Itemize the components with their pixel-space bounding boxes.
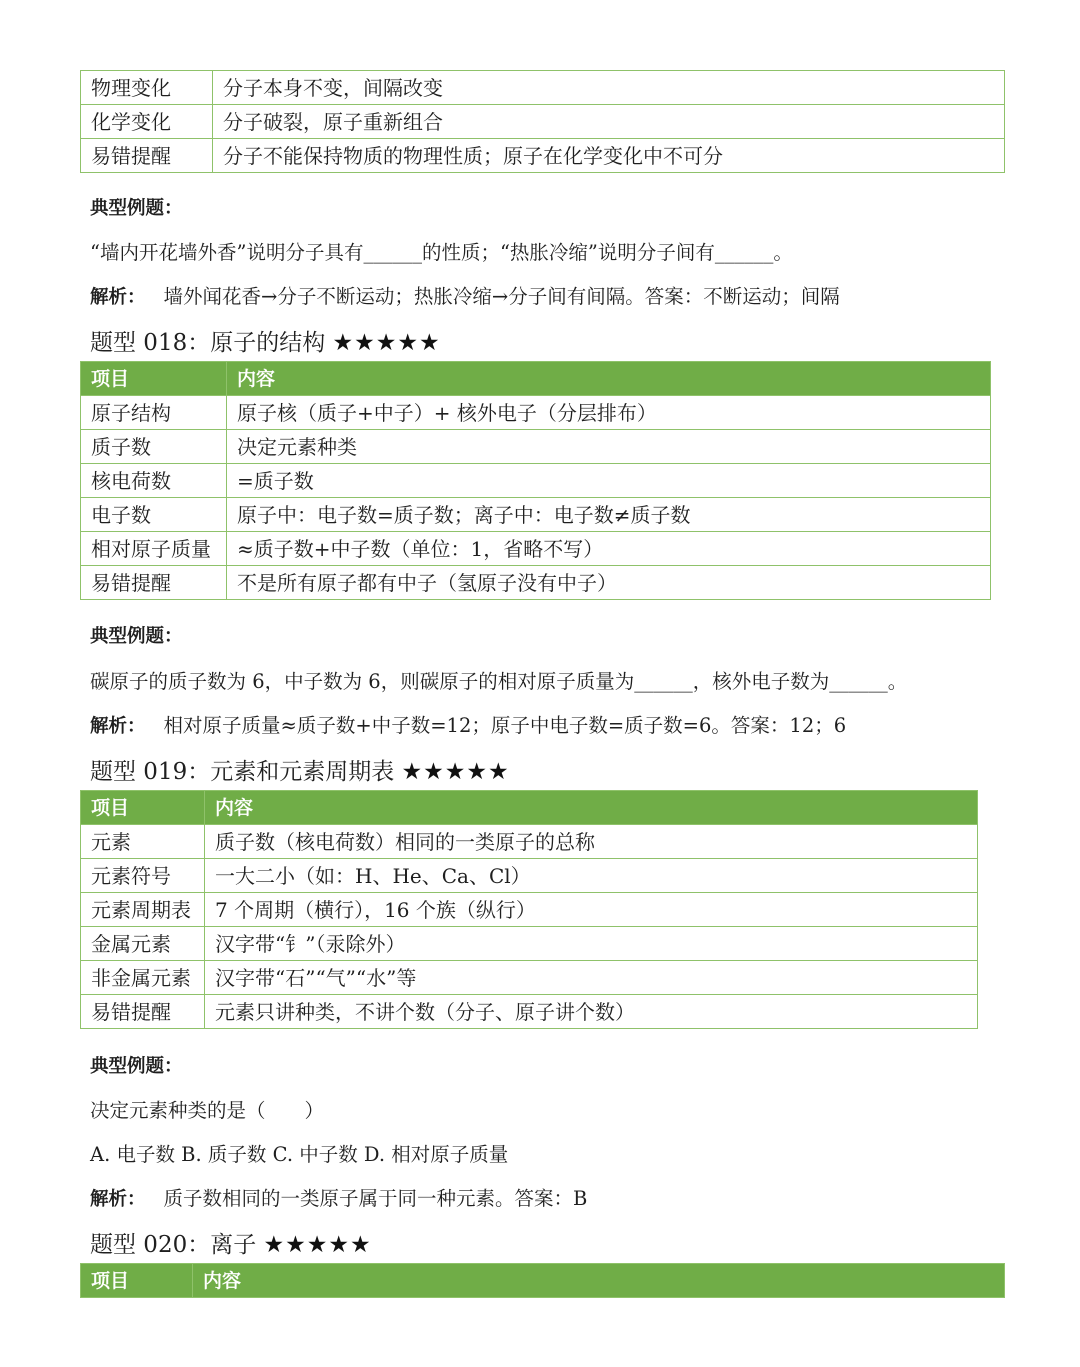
table-cell-item: 非金属元素	[81, 961, 205, 995]
table-row	[81, 859, 978, 893]
example-label: 典型例题：	[90, 626, 183, 647]
table-ions	[80, 1263, 1005, 1298]
table-cell-item: 核电荷数	[81, 464, 227, 498]
table-header-row	[81, 362, 991, 396]
table-row	[81, 430, 991, 464]
example-question: “墙内开花墙外香”说明分子具有______的性质；“热胀冷缩”说明分子间有______。	[90, 241, 793, 264]
table-cell-item: 易错提醒	[81, 995, 205, 1029]
table-cell-item: 电子数	[81, 498, 227, 532]
star-rating-icon: ★★★★★	[332, 330, 441, 356]
table-header-content: 内容	[205, 791, 978, 825]
table-cell-item: 相对原子质量	[81, 532, 227, 566]
table-header-content: 内容	[227, 362, 991, 396]
example-question: 碳原子的质子数为 6，中子数为 6，则碳原子的相对原子质量为______，核外电子数为______。	[90, 670, 908, 693]
table-cell-content: 汉字带“石”“气”“水”等	[205, 961, 978, 995]
table-cell-content: =质子数	[227, 464, 991, 498]
table-cell-item: 易错提醒	[81, 139, 213, 173]
table-row	[81, 71, 1005, 105]
example-label: 典型例题：	[90, 198, 183, 219]
table-row	[81, 464, 991, 498]
example-label: 典型例题：	[90, 1056, 183, 1077]
section-title-019	[90, 753, 510, 786]
table-atom-structure	[80, 361, 991, 600]
star-rating-icon: ★★★★★	[401, 759, 510, 785]
table-row	[81, 566, 991, 600]
table-row	[81, 396, 991, 430]
table-header-item: 项目	[81, 791, 205, 825]
table-cell-content: 原子核（质子+中子）+ 核外电子（分层排布）	[227, 396, 991, 430]
table-row	[81, 927, 978, 961]
section-title-text: 题型 018：原子的结构	[90, 330, 326, 356]
example-analysis	[90, 710, 846, 738]
table-row	[81, 825, 978, 859]
analysis-label: 解析：	[90, 716, 146, 737]
table-row	[81, 893, 978, 927]
table-row	[81, 532, 991, 566]
analysis-label: 解析：	[90, 287, 146, 308]
analysis-text: 相对原子质量≈质子数+中子数=12；原子中电子数=质子数=6。答案：12；6	[163, 714, 847, 737]
table-cell-item: 质子数	[81, 430, 227, 464]
table-elements	[80, 790, 978, 1029]
section-title-text: 题型 020：离子	[90, 1232, 257, 1258]
table-cell-content: 不是所有原子都有中子（氢原子没有中子）	[227, 566, 991, 600]
table-cell-item: 元素符号	[81, 859, 205, 893]
example-question: 决定元素种类的是（ ）	[90, 1099, 325, 1122]
table-molecule-changes	[80, 70, 1005, 173]
table-cell-item: 易错提醒	[81, 566, 227, 600]
table-cell-item: 原子结构	[81, 396, 227, 430]
table-header-content: 内容	[193, 1264, 1005, 1298]
table-cell-content: 元素只讲种类，不讲个数（分子、原子讲个数）	[205, 995, 978, 1029]
table-header-row	[81, 791, 978, 825]
table-cell-item: 化学变化	[81, 105, 213, 139]
table-cell-item: 元素周期表	[81, 893, 205, 927]
section-title-text: 题型 019：元素和元素周期表	[90, 759, 395, 785]
table-header-item: 项目	[81, 1264, 193, 1298]
table-header-row	[81, 1264, 1005, 1298]
example-options: A. 电子数 B. 质子数 C. 中子数 D. 相对原子质量	[90, 1143, 509, 1166]
analysis-label: 解析：	[90, 1189, 146, 1210]
table-row	[81, 105, 1005, 139]
example-analysis	[90, 281, 840, 309]
table-cell-content: 原子中：电子数=质子数；离子中：电子数≠质子数	[227, 498, 991, 532]
table-cell-item: 金属元素	[81, 927, 205, 961]
table-cell-content: 分子本身不变，间隔改变	[213, 71, 1005, 105]
section-title-018	[90, 324, 441, 357]
table-header-item: 项目	[81, 362, 227, 396]
table-cell-content: 7 个周期（横行），16 个族（纵行）	[205, 893, 978, 927]
table-cell-content: 质子数（核电荷数）相同的一类原子的总称	[205, 825, 978, 859]
analysis-text: 墙外闻花香→分子不断运动；热胀冷缩→分子间有间隔。答案：不断运动；间隔	[163, 285, 840, 308]
table-cell-content: 分子破裂，原子重新组合	[213, 105, 1005, 139]
table-row	[81, 498, 991, 532]
analysis-text: 质子数相同的一类原子属于同一种元素。答案：B	[163, 1187, 588, 1210]
table-cell-content: 分子不能保持物质的物理性质；原子在化学变化中不可分	[213, 139, 1005, 173]
table-row	[81, 139, 1005, 173]
table-cell-item: 物理变化	[81, 71, 213, 105]
table-cell-content: ≈质子数+中子数（单位：1，省略不写）	[227, 532, 991, 566]
section-title-020	[90, 1226, 372, 1259]
table-row	[81, 995, 978, 1029]
table-row	[81, 961, 978, 995]
table-cell-content: 决定元素种类	[227, 430, 991, 464]
table-cell-item: 元素	[81, 825, 205, 859]
table-cell-content: 汉字带“钅”（汞除外）	[205, 927, 978, 961]
star-rating-icon: ★★★★★	[263, 1232, 372, 1258]
table-cell-content: 一大二小（如：H、He、Ca、Cl）	[205, 859, 978, 893]
example-analysis	[90, 1183, 587, 1211]
